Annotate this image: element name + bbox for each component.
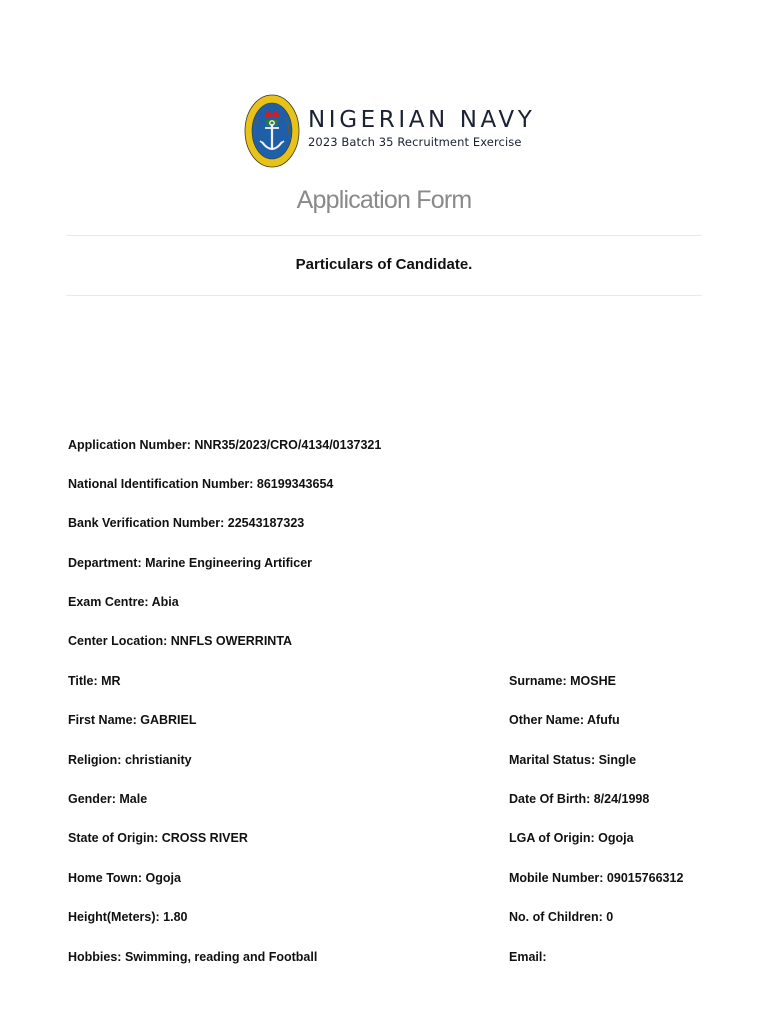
nigerian-navy-crest-icon (244, 94, 300, 168)
hobbies: Hobbies: Swimming, reading and Football (68, 950, 318, 964)
page-header (244, 94, 535, 168)
surname: Surname: MOSHE (509, 674, 616, 688)
religion: Religion: christianity (68, 753, 192, 767)
home-town: Home Town: Ogoja (68, 871, 181, 885)
number-of-children: No. of Children: 0 (509, 910, 614, 924)
org-name: NIGERIAN NAVY (308, 107, 536, 133)
brand-block (308, 107, 535, 149)
section-title: Particulars of Candidate. (295, 256, 473, 273)
lga-of-origin: LGA of Origin: Ogoja (509, 831, 634, 845)
mobile-number: Mobile Number: 09015766312 (509, 871, 684, 885)
divider (66, 235, 702, 236)
center-location: Center Location: NNFLS OWERRINTA (68, 634, 293, 648)
gender: Gender: Male (68, 792, 148, 806)
exam-centre: Exam Centre: Abia (68, 595, 179, 609)
department: Department: Marine Engineering Artificer (68, 556, 313, 570)
state-of-origin: State of Origin: CROSS RIVER (68, 831, 248, 845)
other-name: Other Name: Afufu (509, 713, 620, 727)
first-name: First Name: GABRIEL (68, 713, 197, 727)
application-number: Application Number: NNR35/2023/CRO/4134/0137321 (68, 438, 382, 452)
form-title: Application Form (296, 186, 472, 214)
email: Email: (509, 950, 547, 964)
bank-verification-number: Bank Verification Number: 22543187323 (68, 516, 305, 530)
height: Height(Meters): 1.80 (68, 910, 188, 924)
title: Title: MR (68, 674, 121, 688)
divider (66, 295, 702, 296)
recruitment-subtitle: 2023 Batch 35 Recruitment Exercise (308, 135, 522, 149)
date-of-birth: Date Of Birth: 8/24/1998 (509, 792, 650, 806)
national-identification-number: National Identification Number: 86199343654 (68, 477, 334, 491)
marital-status: Marital Status: Single (509, 753, 637, 767)
